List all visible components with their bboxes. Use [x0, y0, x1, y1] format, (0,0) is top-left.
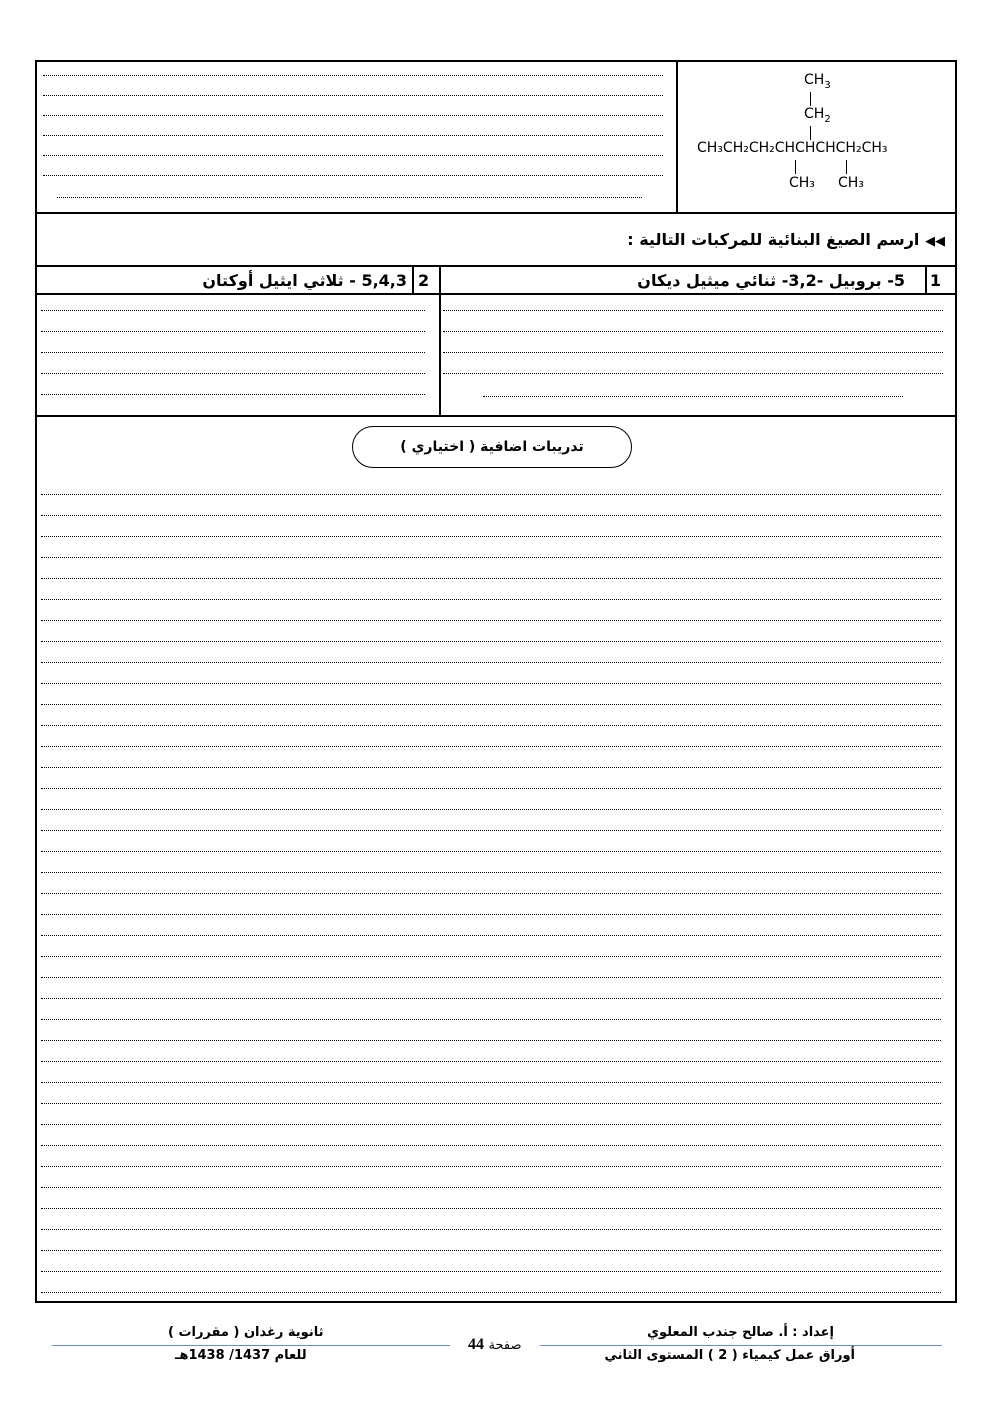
- column-divider: [439, 265, 441, 415]
- formula-ch2: $CH_2$: [804, 106, 831, 125]
- divider: [37, 212, 955, 214]
- footer-line-right: [540, 1345, 942, 1346]
- page-label: صفحة: [488, 1338, 522, 1353]
- double-left-arrow-icon: ◀◀: [925, 234, 945, 249]
- footer-school: ثانوية رغدان ( مقررات ): [168, 1325, 324, 1340]
- worksheet-frame: [35, 60, 957, 1303]
- divider: [37, 265, 955, 267]
- footer-page: [468, 1336, 522, 1354]
- footer-author: إعداد : أ. صالح جندب المعلوي: [647, 1325, 834, 1340]
- bond-vertical: [810, 92, 811, 106]
- question-1-label: 5- بروبيل -3,2- ثنائي ميثيل ديكان: [637, 271, 905, 290]
- page-number: 44: [468, 1336, 484, 1353]
- question-2-label: 5,4,3 - ثلاثي ايثيل أوكتان: [202, 271, 407, 290]
- extra-practice-title: تدريبات اضافية ( اختياري ): [352, 426, 632, 468]
- divider: [37, 293, 955, 295]
- cell-divider: [412, 265, 414, 293]
- formula-main-chain: CH₃CH₂CH₂CHCHCHCH₂CH₃: [697, 140, 888, 156]
- question-1-number: 1: [929, 271, 941, 290]
- formula-branch-right: CH₃: [838, 175, 864, 191]
- structural-formula: [678, 62, 957, 212]
- formula-top-ch3: $CH_3$: [804, 72, 831, 91]
- bond-vertical: [846, 160, 847, 174]
- divider: [37, 415, 955, 417]
- footer-course: أوراق عمل كيمياء ( 2 ) المستوى الثاني: [604, 1348, 855, 1363]
- bond-vertical: [810, 126, 811, 140]
- bond-vertical: [795, 160, 796, 174]
- question-2-number: 2: [418, 271, 430, 290]
- instruction-row: [627, 230, 945, 249]
- footer-year: للعام 1437/ 1438هـ: [175, 1348, 307, 1363]
- formula-branch-left: CH₃: [789, 175, 815, 191]
- cell-divider: [925, 265, 927, 293]
- instruction-text: ارسم الصيغ البنائية للمركبات التالية :: [627, 230, 920, 249]
- footer-line-left: [52, 1345, 450, 1346]
